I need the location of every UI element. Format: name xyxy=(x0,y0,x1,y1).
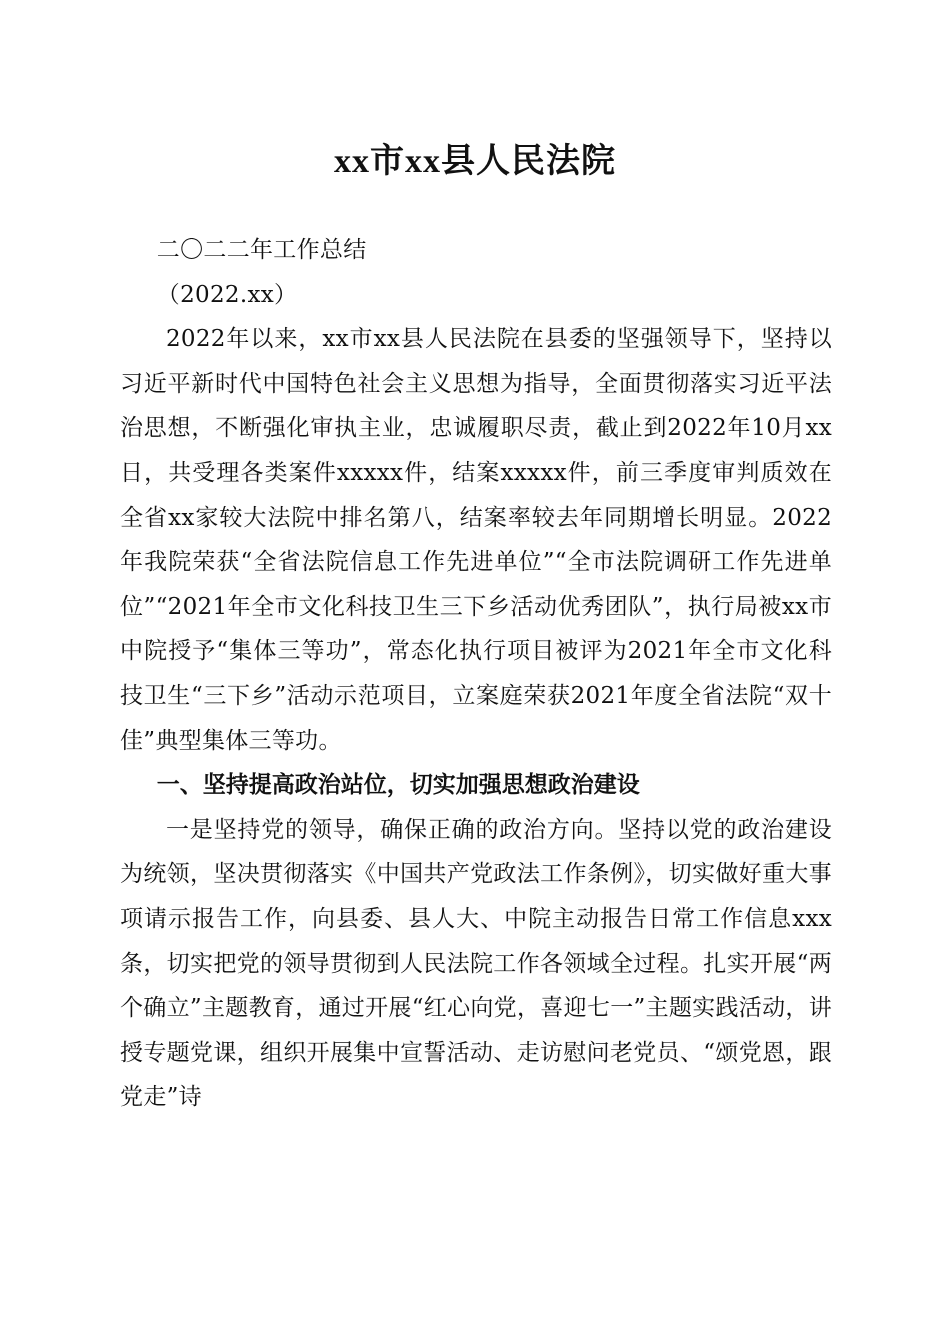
section-heading: 一、坚持提高政治站位，切实加强思想政治建设 xyxy=(156,772,640,799)
document-title: xx市xx县人民法院 xyxy=(334,143,616,180)
document-body xyxy=(120,228,832,1120)
section-paragraph: 一是坚持党的领导，确保正确的政治方向。坚持以党的政治建设为统领，坚决贯彻落实《中国共产党政法工作条例》，切实做好重大事项请示报告工作，向县委、县人大、中院主动报告日常工作信息xxx条，切实把党的领导贯彻到人民法院工作各领域全过程。扎实开展“两个确立”主题教育，通过开展“红心向党，喜迎七一”主题实践活动，讲授专题党课，组织开展集中宣誓活动、走访慰问老党员、“颂党恩，跟党走”诗 xyxy=(120,816,832,1111)
document-subtitle: 二〇二二年工作总结 xyxy=(156,237,367,263)
intro-paragraph: 2022年以来，xx市xx县人民法院在县委的坚强领导下，坚持以习近平新时代中国特色社会主义思想为指导，全面贯彻落实习近平法治思想，不断强化审执主业，忠诚履职尽责，截止到2022年10月xx日，共受理各类案件xxxxx件，结案xxxxx件，前三季度审判质效在全省xx家较大法院中排名第八，结案率较去年同期增长明显。2022年我院荣获“全省法院信息工作先进单位”“全市法院调研工作先进单位”“2021年全市文化科技卫生三下乡活动优秀团队”，执行局被xx市中院授予“集体三等功”，常态化执行项目被评为2021年全市文化科技卫生“三下乡”活动示范项目，立案庭荣获2021年度全省法院“双十佳”典型集体三等功。 xyxy=(120,326,832,754)
document-dateline: （2022.xx） xyxy=(156,281,298,308)
